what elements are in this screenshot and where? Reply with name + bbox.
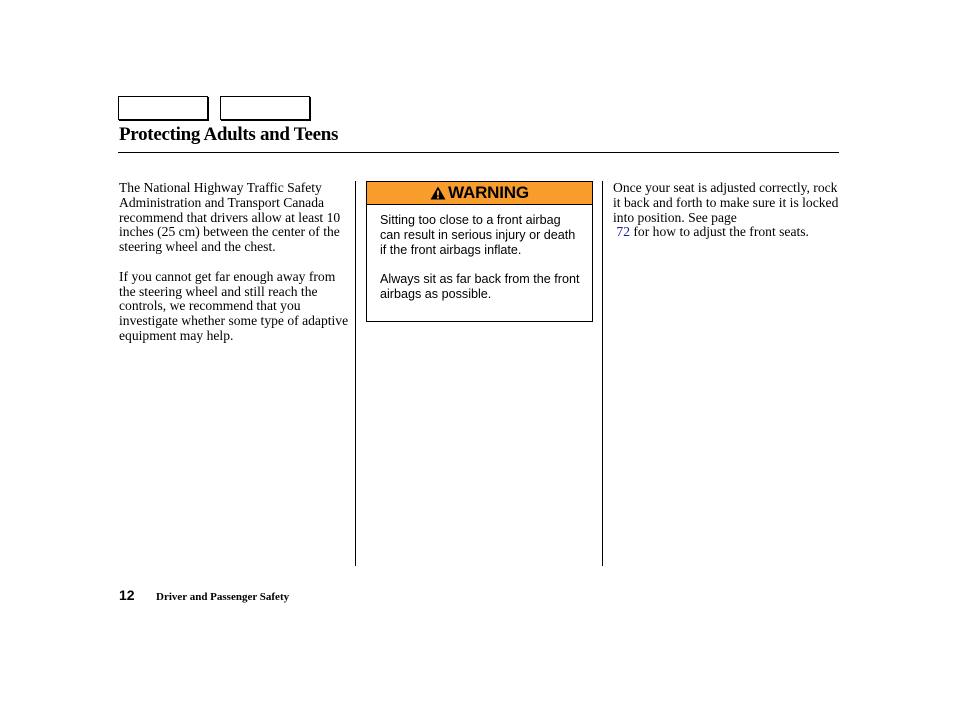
warning-paragraph-1: Sitting too close to a front airbag can result in serious injury or death if the front airbags inflate. <box>380 213 576 257</box>
warning-header <box>367 182 592 205</box>
left-column <box>119 181 351 344</box>
right-paragraph <box>613 181 843 240</box>
warning-box <box>366 181 593 322</box>
warning-body <box>367 205 592 302</box>
page-number: 12 <box>119 587 135 603</box>
right-column <box>613 181 843 240</box>
nav-button-previous[interactable] <box>118 96 208 120</box>
page-title: Protecting Adults and Teens <box>119 124 339 145</box>
warning-label: WARNING <box>448 183 529 202</box>
column-divider-right <box>602 181 603 566</box>
right-text-after-link: for how to adjust the front seats. <box>630 224 809 240</box>
left-paragraph-1: The National Highway Traffic Safety Administration and Transport Canada recommend that drivers allow at least 10 inches (25 cm) between the center of the steering wheel and the chest. <box>119 180 341 255</box>
warning-triangle-icon <box>430 186 446 200</box>
right-text-before-link: Once your seat is adjusted correctly, rock it back and forth to make sure it is locked into position. See page <box>613 180 839 225</box>
warning-paragraph-2: Always sit as far back from the front airbags as possible. <box>380 272 580 301</box>
page-72-link[interactable]: 72 <box>616 224 630 240</box>
column-divider-left <box>355 181 356 566</box>
title-divider <box>118 152 839 153</box>
section-name: Driver and Passenger Safety <box>156 591 290 603</box>
nav-button-next[interactable] <box>220 96 310 120</box>
left-paragraph-2: If you cannot get far enough away from the steering wheel and still reach the controls, we recommend that you investigate whether some type of adaptive equipment may help. <box>119 268 349 343</box>
